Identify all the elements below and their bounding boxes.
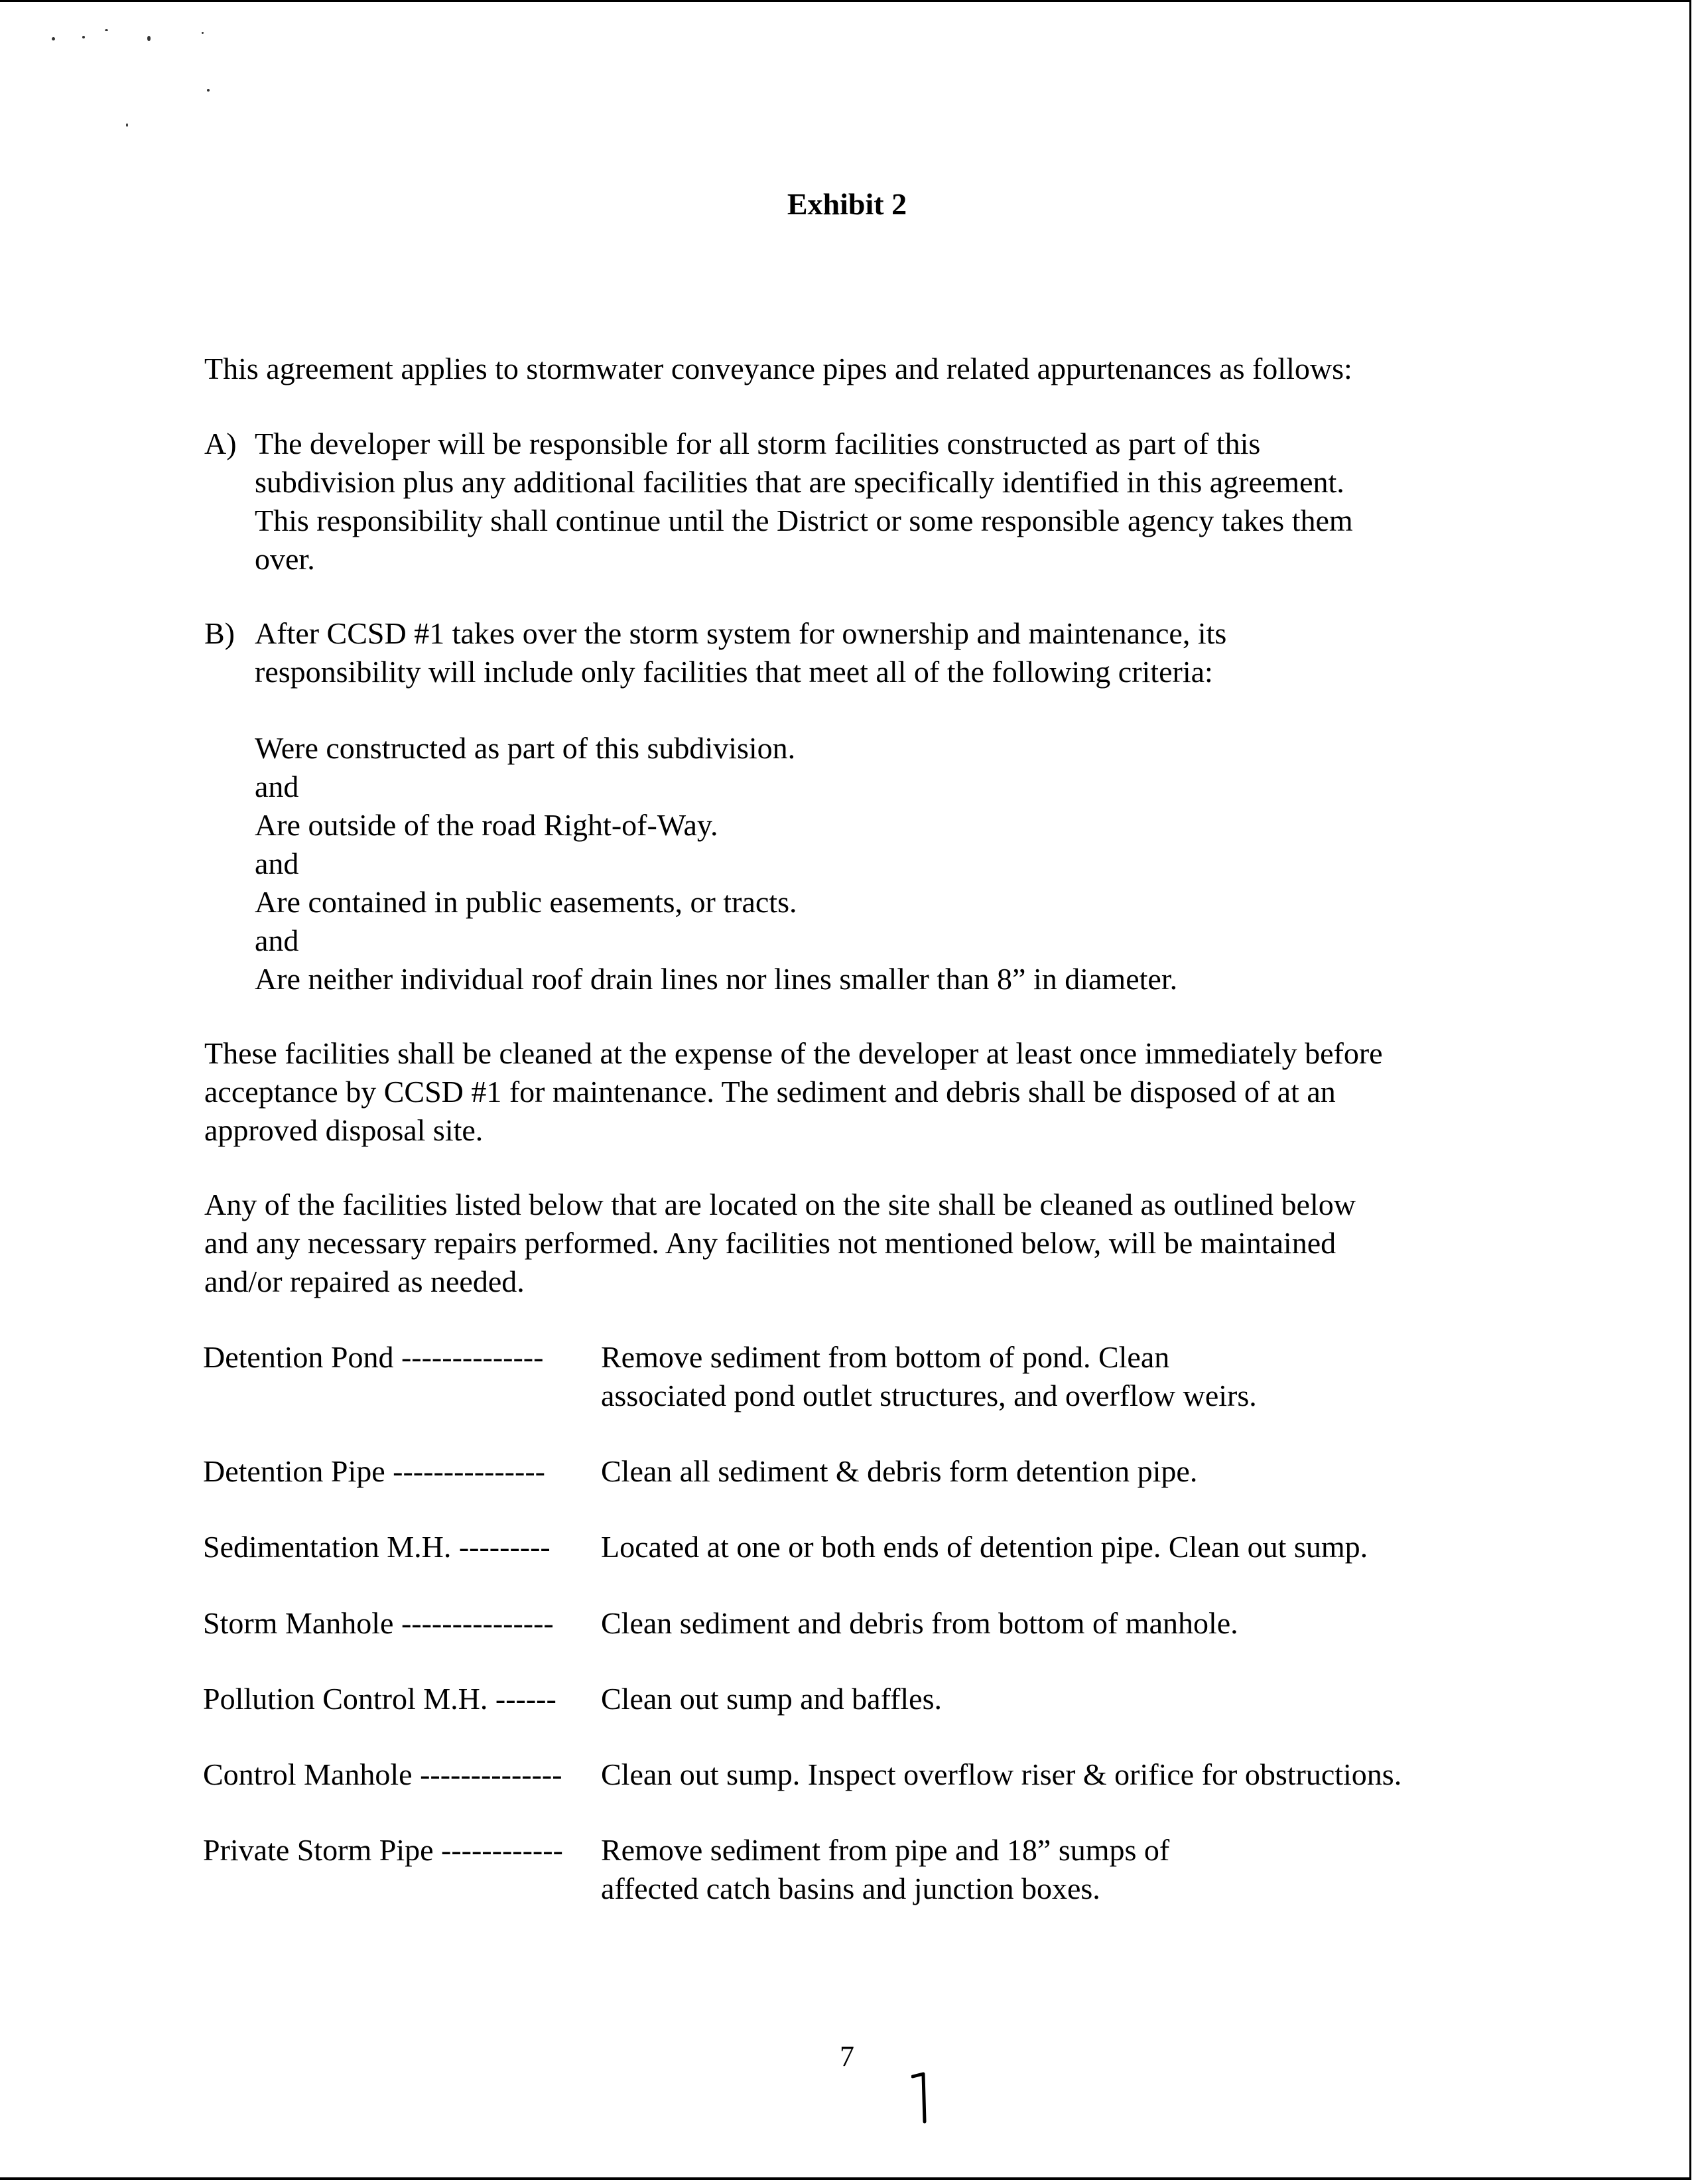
item-b-text xyxy=(255,614,1226,691)
paragraph-line: acceptance by CCSD #1 for maintenance. The sediment and debris shall be disposed of at an xyxy=(204,1075,1336,1109)
item-a-line: The developer will be responsible for all storm facilities constructed as part of this xyxy=(255,427,1261,460)
paragraph-line: Any of the facilities listed below that are located on the site shall be cleaned as outlined below xyxy=(204,1188,1356,1221)
facility-description-control-manhole: Clean out sump. Inspect overflow riser & orifice for obstructions. xyxy=(601,1757,1402,1791)
criteria-connector: and xyxy=(255,847,299,880)
item-a-line: subdivision plus any additional facilities that are specifically identified in this agreement. xyxy=(255,465,1344,499)
paragraph-line: These facilities shall be cleaned at the expense of the developer at least once immediately before xyxy=(204,1036,1383,1070)
intro-paragraph: This agreement applies to stormwater conveyance pipes and related appurtenances as follows: xyxy=(204,352,1352,385)
scan-speck xyxy=(52,37,55,40)
item-a-text xyxy=(255,425,1353,579)
facility-label-pollution-control-mh: Pollution Control M.H. ------ xyxy=(203,1682,556,1716)
criteria-item: Are contained in public easements, or tracts. xyxy=(255,885,797,919)
scan-speck xyxy=(82,36,85,38)
facility-label-detention-pond: Detention Pond -------------- xyxy=(203,1340,544,1374)
facility-description-pollution-control-mh: Clean out sump and baffles. xyxy=(601,1682,942,1716)
paragraph-line: and any necessary repairs performed. Any facilities not mentioned below, will be maintained xyxy=(204,1226,1336,1260)
facility-label-control-manhole: Control Manhole -------------- xyxy=(203,1757,562,1791)
criteria-item: Were constructed as part of this subdivision. xyxy=(255,731,796,765)
scan-speck xyxy=(105,29,108,31)
criteria-item: Are outside of the road Right-of-Way. xyxy=(255,808,718,842)
item-a-line: This responsibility shall continue until the District or some responsible agency takes them xyxy=(255,504,1353,537)
paragraph-line: approved disposal site. xyxy=(204,1113,484,1147)
handwritten-mark xyxy=(911,2071,931,2124)
item-b-line: After CCSD #1 takes over the storm system for ownership and maintenance, its xyxy=(255,616,1227,650)
scan-speck xyxy=(207,89,210,92)
facility-label-private-storm-pipe: Private Storm Pipe ------------ xyxy=(203,1833,563,1867)
facility-description-detention-pipe: Clean all sediment & debris form detention pipe. xyxy=(601,1454,1198,1488)
facility-description-detention-pond xyxy=(601,1338,1257,1415)
facility-description-line: associated pond outlet structures, and overflow weirs. xyxy=(601,1379,1257,1412)
item-a-marker: A) xyxy=(204,427,237,460)
facilities-paragraph xyxy=(204,1186,1356,1301)
facility-description-line: affected catch basins and junction boxes. xyxy=(601,1872,1100,1905)
cleaning-paragraph xyxy=(204,1034,1383,1150)
criteria-item: Are neither individual roof drain lines nor lines smaller than 8” in diameter. xyxy=(255,962,1178,996)
scan-speck xyxy=(147,36,151,41)
criteria-list xyxy=(255,729,1177,998)
facility-label-sedimentation-mh: Sedimentation M.H. --------- xyxy=(203,1530,551,1564)
document-title: Exhibit 2 xyxy=(787,187,907,221)
item-b-line: responsibility will include only facilities that meet all of the following criteria: xyxy=(255,655,1213,689)
facility-description-line: Remove sediment from pipe and 18” sumps of xyxy=(601,1833,1170,1867)
facility-description-line: Remove sediment from bottom of pond. Clean xyxy=(601,1340,1170,1374)
facility-label-storm-manhole: Storm Manhole --------------- xyxy=(203,1606,554,1640)
scan-speck xyxy=(202,32,204,34)
item-b-marker: B) xyxy=(204,616,235,650)
page-number: 7 xyxy=(840,2040,854,2073)
scan-speck xyxy=(126,123,128,127)
facility-description-storm-manhole: Clean sediment and debris from bottom of manhole. xyxy=(601,1606,1238,1640)
item-a-line: over. xyxy=(255,542,315,576)
facility-description-private-storm-pipe xyxy=(601,1831,1169,1908)
paragraph-line: and/or repaired as needed. xyxy=(204,1264,525,1298)
facility-description-sedimentation-mh: Located at one or both ends of detention pipe. Clean out sump. xyxy=(601,1530,1368,1564)
criteria-connector: and xyxy=(255,770,299,803)
facility-label-detention-pipe: Detention Pipe --------------- xyxy=(203,1454,545,1488)
criteria-connector: and xyxy=(255,923,299,957)
